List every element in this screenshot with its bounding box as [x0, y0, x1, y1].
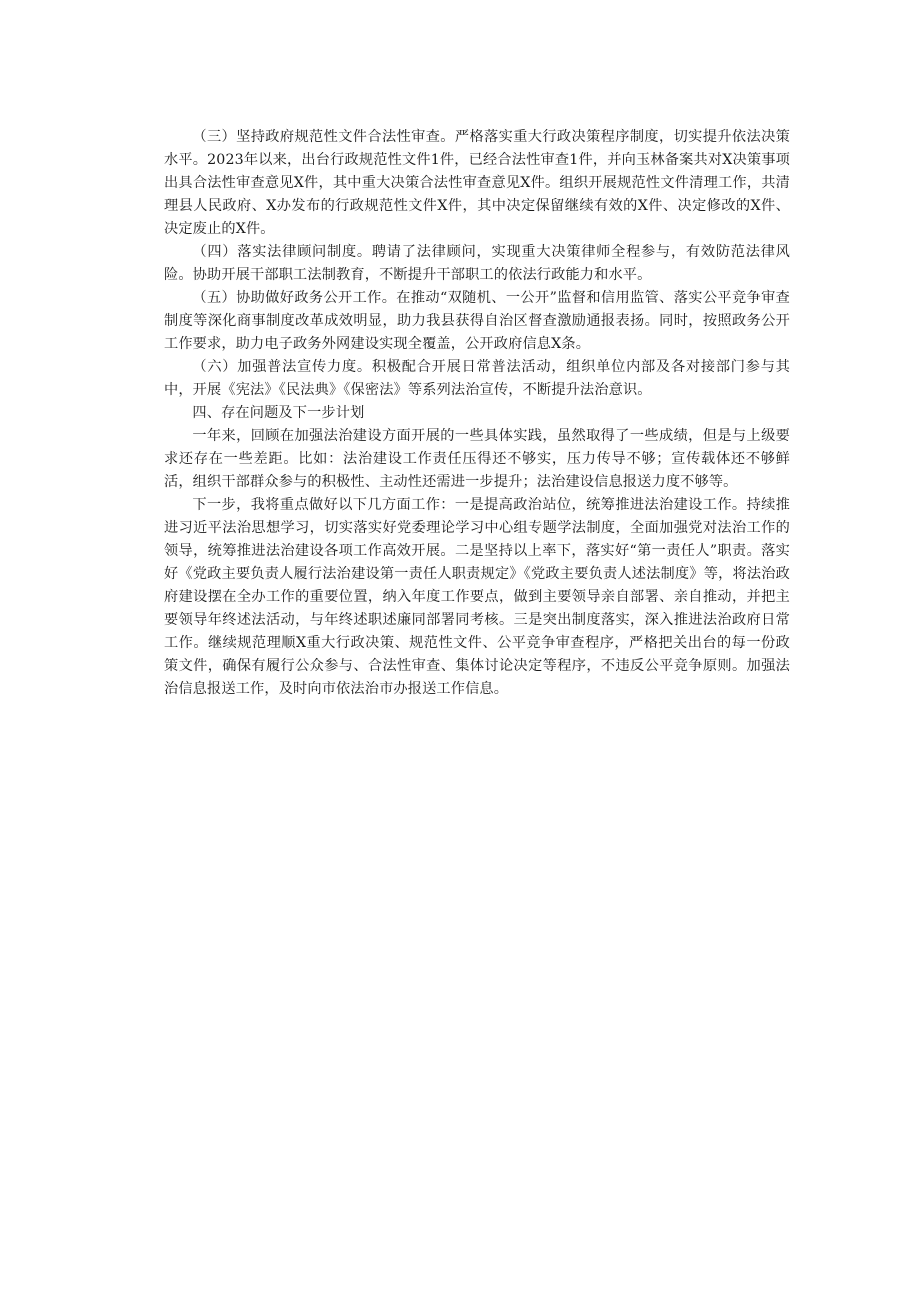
paragraph-legal-publicity: （六）加强普法宣传力度。积极配合开展日常普法活动，组织单位内部及各对接部门参与其中，开展《宪法》《民法典》《保密法》等系列法治宣传，不断提升法治意识。	[164, 359, 790, 398]
section-heading-problems-and-plan: 四、存在问题及下一步计划	[192, 405, 365, 421]
document-body	[164, 126, 790, 701]
paragraph-legal-advisor: （四）落实法律顾问制度。聘请了法律顾问，实现重大决策律师全程参与，有效防范法律风险。协助开展干部职工法制教育，不断提升干部职工的依法行政能力和水平。	[164, 244, 790, 283]
paragraph-existing-problems: 一年来，回顾在加强法治建设方面开展的一些具体实践，虽然取得了一些成绩，但是与上级要求还存在一些差距。比如：法治建设工作责任压得还不够实，压力传导不够；宣传载体还不够鲜活，组织干部群众参与的积极性、主动性还需进一步提升；法治建设信息报送力度不够等。	[164, 428, 790, 490]
paragraph-next-steps: 下一步，我将重点做好以下几方面工作：一是提高政治站位，统筹推进法治建设工作。持续推进习近平法治思想学习，切实落实好党委理论学习中心组专题学法制度，全面加强党对法治工作的领导，统筹推进法治建设各项工作高效开展。二是坚持以上率下，落实好“第一责任人”职责。落实好《党政主要负责人履行法治建设第一责任人职责规定》《党政主要负责人述法制度》等，将法治政府建设摆在全办工作的重要位置，纳入年度工作要点，做到主要领导亲自部署、亲自推动，并把主要领导年终述法活动，与年终述职述廉同部署同考核。三是突出制度落实，深入推进法治政府日常工作。继续规范理顺X重大行政决策、规范性文件、公平竞争审查程序，严格把关出台的每一份政策文件，确保有履行公众参与、合法性审查、集体讨论决定等程序，不违反公平竞争原则。加强法治信息报送工作，及时向市依法治市办报送工作信息。	[164, 497, 790, 697]
paragraph-government-affairs-disclosure: （五）协助做好政务公开工作。在推动“双随机、一公开”监督和信用监管、落实公平竞争审查制度等深化商事制度改革成效明显，助力我县获得自治区督查激励通报表扬。同时，按照政务公开工作要求，助力电子政务外网建设实现全覆盖，公开政府信息X条。	[164, 290, 790, 352]
paragraph-legality-review: （三）坚持政府规范性文件合法性审查。严格落实重大行政决策程序制度，切实提升依法决策水平。2023年以来，出台行政规范性文件1件，已经合法性审查1件，并向玉林备案共对X决策事项出具合法性审查意见X件，其中重大决策合法性审查意见X件。组织开展规范性文件清理工作，共清理县人民政府、X办发布的行政规范性文件X件，其中决定保留继续有效的X件、决定修改的X件、决定废止的X件。	[164, 129, 790, 237]
